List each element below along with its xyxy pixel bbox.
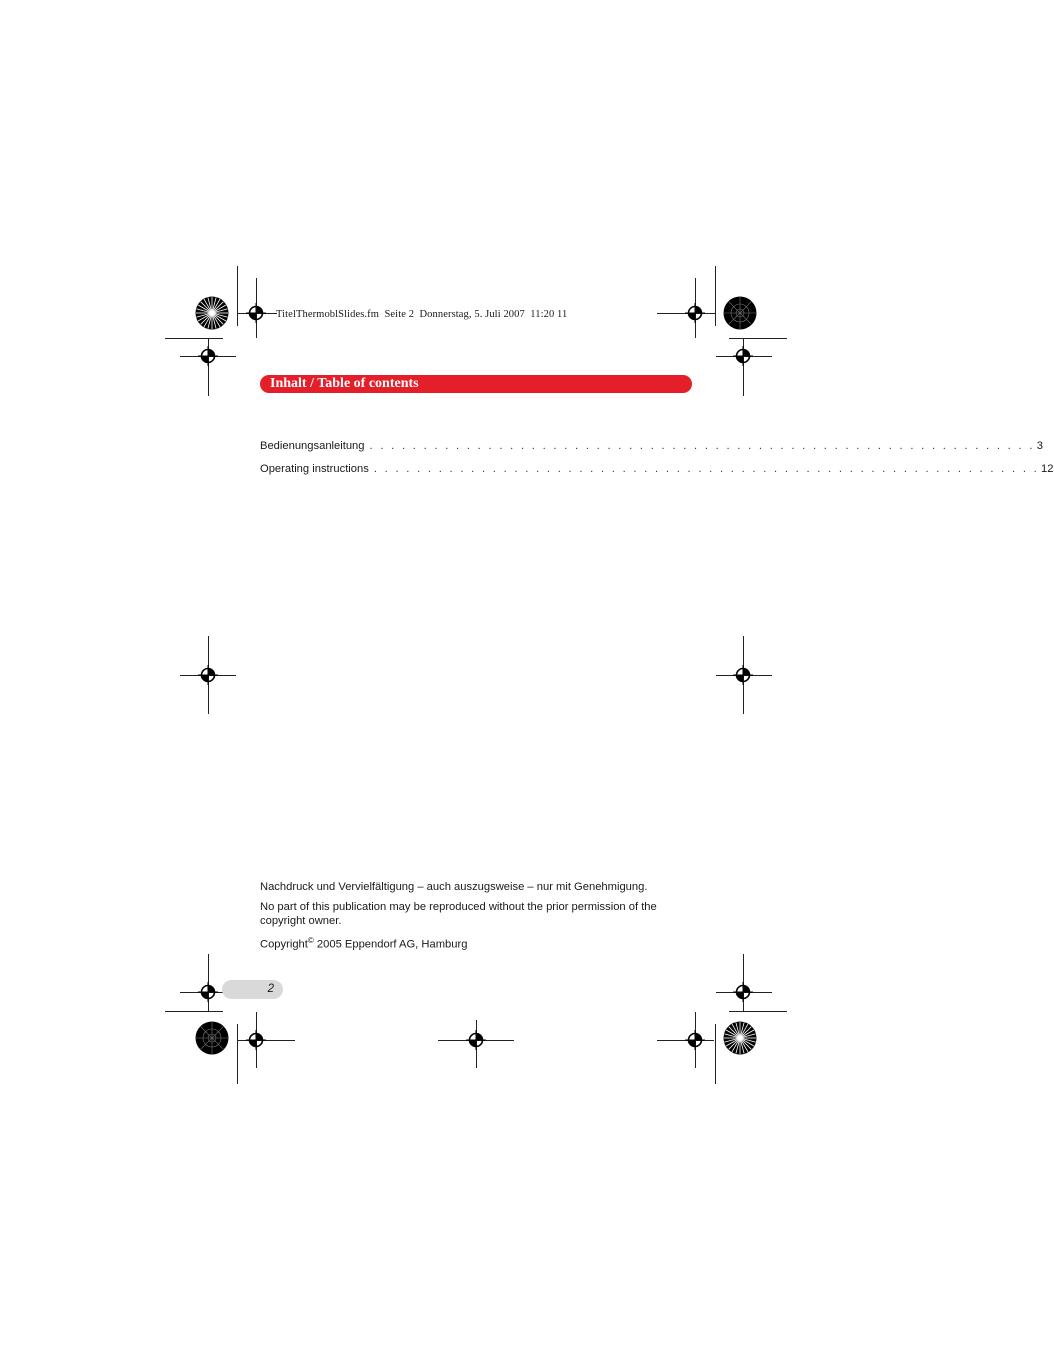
copyright-symbol: © — [307, 936, 314, 945]
crop-mark-bottom-right-vertical — [715, 1024, 716, 1084]
page-number-badge — [222, 980, 283, 999]
page-number: 2 — [267, 983, 274, 995]
crop-mark-bottom-left-vertical — [237, 1024, 238, 1084]
crop-mark-bottom-left-horizontal — [165, 1011, 223, 1012]
registration-mark-icon — [198, 982, 218, 1002]
reprint-notice-en: No part of this publication may be reproduced without the prior permission of the copyright owner. — [260, 901, 657, 927]
starburst-target-icon — [195, 296, 229, 330]
crop-mark-top-right-horizontal — [729, 338, 787, 339]
reprint-notice-de: Nachdruck und Vervielfältigung – auch auszugsweise – nur mit Genehmigung. — [260, 881, 648, 893]
section-heading: Inhalt / Table of contents — [270, 376, 419, 391]
registration-mark-icon — [685, 303, 705, 323]
toc-entry[interactable] — [260, 440, 1043, 456]
crop-mark-bottom-right-horizontal — [729, 1011, 787, 1012]
registration-mark-icon — [246, 1030, 266, 1050]
slug-line: TitelThermoblSlides.fm Seite 2 Donnerstag, 5. Juli 2007 11:20 11 — [276, 309, 568, 320]
copyright-prefix: Copyright — [260, 938, 308, 951]
registration-mark-icon — [198, 665, 218, 685]
copyright-rest: 2005 Eppendorf AG, Hamburg — [313, 938, 468, 951]
section-heading-bar — [260, 375, 692, 393]
registration-mark-icon — [685, 1030, 705, 1050]
copyright-notice — [260, 934, 700, 952]
starburst-target-icon — [723, 1021, 757, 1055]
registration-mark-icon — [733, 982, 753, 1002]
toc-entry-page: 12 — [1041, 463, 1054, 475]
crop-mark-top-right-vertical — [715, 266, 716, 326]
crop-mark-top-left-vertical — [237, 266, 238, 326]
toc-entry-label: Operating instructions — [260, 463, 369, 475]
registration-mark-icon — [733, 665, 753, 685]
registration-mark-icon — [466, 1030, 486, 1050]
toc-entry[interactable] — [260, 463, 1054, 479]
starburst-target-icon — [195, 1021, 229, 1055]
starburst-target-icon — [723, 296, 757, 330]
registration-mark-icon — [246, 303, 266, 323]
toc-dot-leader: . . . . . . . . . . . . . . . . . . . . . . . . . . . . . . . . . . . . . . . . . . . . . . . . . . . . . . . . . . . . . . — [369, 440, 1035, 452]
crop-mark-top-left-horizontal — [165, 338, 223, 339]
toc-entry-page: 3 — [1036, 440, 1043, 452]
registration-mark-icon — [733, 346, 753, 366]
toc-entry-label: Bedienungsanleitung — [260, 440, 365, 452]
toc-dot-leader: . . . . . . . . . . . . . . . . . . . . . . . . . . . . . . . . . . . . . . . . . . . . . . . . . . . . . . . . . . . . . . — [373, 463, 1040, 475]
registration-mark-icon — [198, 346, 218, 366]
